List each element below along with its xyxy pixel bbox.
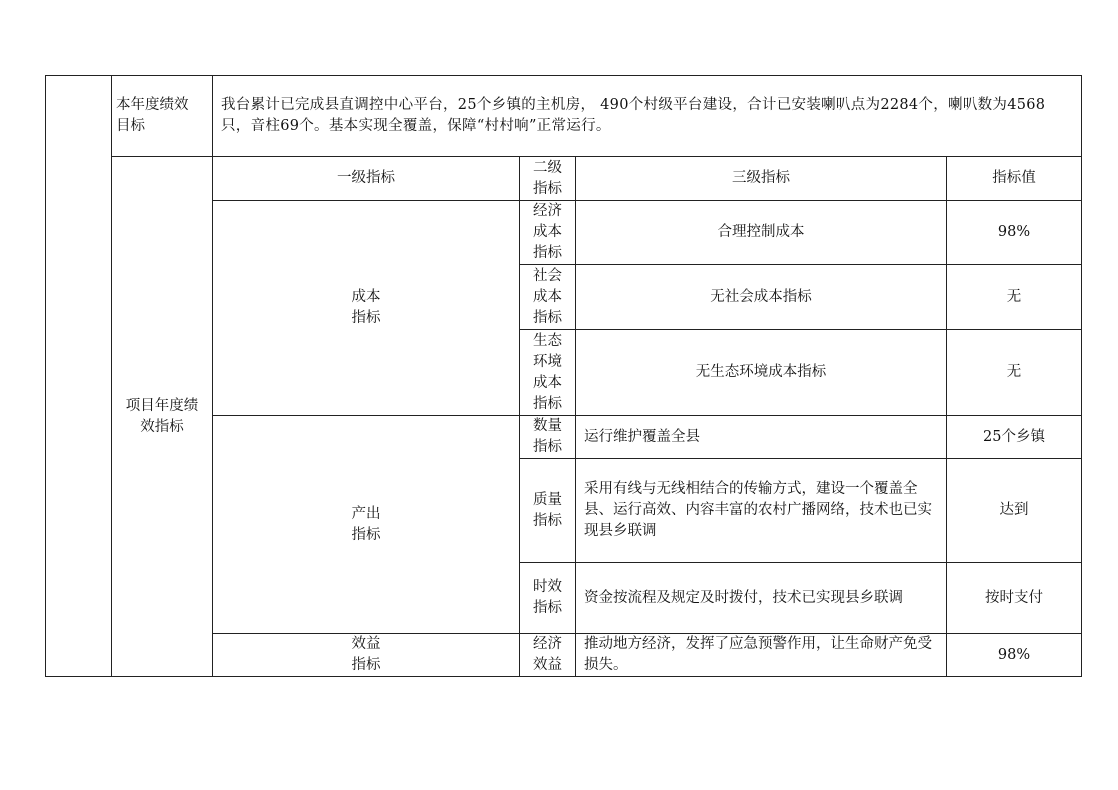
value-cell: 98% — [947, 634, 1082, 677]
value-cell: 98% — [947, 201, 1082, 265]
level2-cell: 生态 环境 成本 指标 — [520, 330, 576, 416]
performance-table — [45, 75, 1082, 677]
level3-cell: 采用有线与无线相结合的传输方式，建设一个覆盖全县、运行高效、内容丰富的农村广播网络，技术也已实现县乡联调 — [576, 459, 947, 563]
header-value: 指标值 — [947, 157, 1082, 201]
blank-left-column — [46, 76, 112, 677]
indicator-header-row — [46, 157, 1082, 201]
level3-cell: 无社会成本指标 — [576, 265, 947, 330]
level1-cost: 成本 指标 — [213, 201, 520, 416]
value-cell: 25个乡镇 — [947, 416, 1082, 459]
header-level3: 三级指标 — [576, 157, 947, 201]
header-level2: 二级 指标 — [520, 157, 576, 201]
level3-cell: 运行维护覆盖全县 — [576, 416, 947, 459]
header-level1: 一级指标 — [213, 157, 520, 201]
value-cell: 达到 — [947, 459, 1082, 563]
level2-cell: 社会 成本 指标 — [520, 265, 576, 330]
level3-cell: 无生态环境成本指标 — [576, 330, 947, 416]
value-cell: 按时支付 — [947, 563, 1082, 634]
level2-cell: 时效 指标 — [520, 563, 576, 634]
value-cell: 无 — [947, 265, 1082, 330]
goal-text: 我台累计已完成县直调控中心平台，25个乡镇的主机房， 490个村级平台建设，合计已安装喇叭点为2284个，喇叭数为4568只，音柱69个。基本实现全覆盖，保障“村村响”正常运行。 — [213, 76, 1082, 157]
goal-row — [46, 76, 1082, 157]
level3-cell: 合理控制成本 — [576, 201, 947, 265]
level2-cell: 质量 指标 — [520, 459, 576, 563]
level3-cell: 资金按流程及规定及时拨付，技术已实现县乡联调 — [576, 563, 947, 634]
level1-benefit: 效益 指标 — [213, 634, 520, 677]
value-cell: 无 — [947, 330, 1082, 416]
level1-output: 产出 指标 — [213, 416, 520, 634]
indicators-label: 项目年度绩 效指标 — [112, 157, 213, 677]
level2-cell: 经济 效益 — [520, 634, 576, 677]
level2-cell: 经济 成本 指标 — [520, 201, 576, 265]
level2-cell: 数量 指标 — [520, 416, 576, 459]
goal-label: 本年度绩效 目标 — [112, 76, 213, 157]
level3-cell: 推动地方经济，发挥了应急预警作用，让生命财产免受损失。 — [576, 634, 947, 677]
